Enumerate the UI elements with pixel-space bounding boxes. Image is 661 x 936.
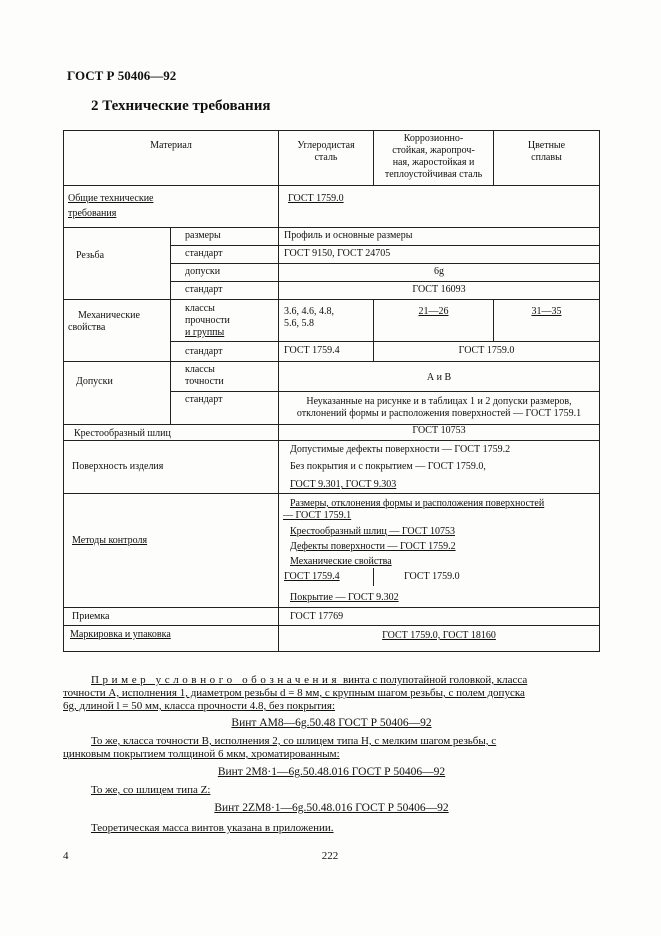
surface-line-3: ГОСТ 9.301, ГОСТ 9.303 bbox=[290, 479, 397, 490]
mech-carbon-classes-l1: 3.6, 4.6, 4.8, bbox=[284, 306, 334, 317]
header-corrosion-l3: ная, жаростойкая и bbox=[392, 157, 475, 168]
acceptance-value: ГОСТ 17769 bbox=[290, 611, 344, 622]
control-methods-label: Методы контроля bbox=[72, 535, 148, 546]
mech-label-l2: свойства bbox=[68, 322, 106, 333]
thread-value-tolerance-standard: ГОСТ 16093 bbox=[412, 284, 466, 295]
acceptance-label: Приемка bbox=[72, 611, 110, 622]
mech-classes-param-l2: прочности bbox=[185, 315, 230, 326]
tolerance-class-value: А и В bbox=[426, 372, 452, 383]
surface-line-2: Без покрытия и с покрытием — ГОСТ 1759.0, bbox=[290, 461, 486, 472]
thread-value-standard: ГОСТ 9150, ГОСТ 24705 bbox=[284, 248, 391, 259]
cross-slot-value: ГОСТ 10753 bbox=[412, 425, 466, 436]
header-corrosion-l4: теплоустойчивая сталь bbox=[384, 169, 483, 180]
thread-label: Резьба bbox=[76, 250, 105, 261]
general-requirements-value: ГОСТ 1759.0 bbox=[288, 193, 344, 204]
header-nonferrous-l2: сплавы bbox=[531, 152, 562, 163]
header-carbon-steel-l2: сталь bbox=[314, 152, 338, 163]
mech-standard-carbon: ГОСТ 1759.4 bbox=[284, 345, 340, 356]
tolerance-standard-param: стандарт bbox=[185, 394, 223, 405]
thread-value-sizes: Профиль и основные размеры bbox=[284, 230, 413, 241]
tolerance-class-param-l1: классы bbox=[185, 364, 215, 375]
control-line-5: Механические свойства bbox=[290, 556, 392, 567]
header-carbon-steel-l1: Углеродистая bbox=[297, 140, 355, 151]
thread-param-sizes: размеры bbox=[185, 230, 221, 241]
header-material: Материал bbox=[150, 140, 192, 151]
marking-value: ГОСТ 1759.0, ГОСТ 18160 bbox=[382, 630, 496, 641]
page-number-left: 4 bbox=[63, 850, 69, 862]
example-line-3: 6g, длиной l = 50 мм, класса прочности 4.8, без покрытия: bbox=[63, 700, 336, 712]
control-line-1: Размеры, отклонения формы и расположения поверхностей bbox=[290, 498, 545, 509]
header-corrosion-l1: Коррозионно- bbox=[403, 133, 464, 144]
mech-carbon-classes-l2: 5.6, 5.8 bbox=[284, 318, 314, 329]
control-line-3: Крестообразный шлиц — ГОСТ 10753 bbox=[290, 526, 455, 537]
general-requirements-label-l1: Общие технические bbox=[68, 193, 154, 204]
mech-classes-param-l1: классы bbox=[185, 303, 215, 314]
mech-classes-param-l3: и группы bbox=[185, 327, 225, 338]
thread-value-tolerance: 6g bbox=[434, 266, 444, 277]
example-p4: Теоретическая масса винтов указана в приложении. bbox=[91, 822, 334, 834]
thread-param-standard: стандарт bbox=[185, 248, 223, 259]
header-corrosion-l2: стойкая, жаропроч- bbox=[392, 145, 475, 156]
control-line-2: — ГОСТ 1759.1 bbox=[283, 510, 352, 521]
document-code: ГОСТ Р 50406—92 bbox=[67, 68, 177, 83]
example-p2-line-2: цинковым покрытием толщиной 6 мкм, хроматированным: bbox=[63, 748, 340, 760]
thread-param-tolerance: допуски bbox=[185, 266, 221, 277]
example-intro-spaced: Пример условного обозначения bbox=[91, 674, 341, 686]
page-number-center: 222 bbox=[321, 850, 339, 862]
tolerance-standard-value-l1: Неуказанные на рисунке и в таблицах 1 и 2 допуски размеров, bbox=[306, 396, 572, 407]
designation-3: Винт 2ZМ8·1—6g.50.48.016 ГОСТ Р 50406—92 bbox=[214, 802, 449, 814]
marking-label: Маркировка и упаковка bbox=[70, 629, 171, 640]
header-nonferrous-l1: Цветные bbox=[527, 140, 566, 151]
surface-label: Поверхность изделия bbox=[72, 461, 164, 472]
mech-corrosion-classes: 21—26 bbox=[418, 306, 449, 317]
tolerance-standard-value-l2: отклонений формы и расположения поверхностей — ГОСТ 1759.1 bbox=[296, 408, 582, 419]
general-requirements-label-l2: требования bbox=[68, 208, 117, 219]
designation-1: Винт АМ8—6g.50.48 ГОСТ Р 50406—92 bbox=[231, 717, 432, 729]
example-p2-line-1: То же, класса точности В, исполнения 2, со шлицем типа Н, с мелким шагом резьбы, с bbox=[91, 735, 497, 747]
example-intro bbox=[91, 674, 527, 687]
cross-slot-label: Крестообразный шлиц bbox=[74, 428, 171, 439]
mech-nonferrous-classes: 31—35 bbox=[531, 306, 562, 317]
thread-param-tolerance-standard: стандарт bbox=[185, 284, 223, 295]
surface-line-1: Допустимые дефекты поверхности — ГОСТ 1759.2 bbox=[290, 444, 511, 455]
control-mech-standard-right: ГОСТ 1759.0 bbox=[404, 571, 460, 582]
example-line-2: точности А, исполнения 1, диаметром резьбы d = 8 мм, с крупным шагом резьбы, с полем допуска bbox=[63, 687, 525, 699]
designation-2: Винт 2М8·1—6g.50.48.016 ГОСТ Р 50406—92 bbox=[217, 766, 446, 778]
tolerance-class-param-l2: точности bbox=[185, 376, 224, 387]
control-coating: Покрытие — ГОСТ 9.302 bbox=[290, 592, 399, 603]
mech-standard-other: ГОСТ 1759.0 bbox=[458, 345, 515, 356]
tolerances-label: Допуски bbox=[76, 376, 113, 387]
example-p3: То же, со шлицем типа Z: bbox=[91, 784, 211, 796]
section-title: 2 Технические требования bbox=[91, 98, 271, 114]
example-intro-rest: винта с полупотайной головкой, класса bbox=[340, 674, 528, 686]
mech-standard-param: стандарт bbox=[185, 346, 223, 357]
mech-label-l1: Механические bbox=[78, 310, 140, 321]
control-line-4: Дефекты поверхности — ГОСТ 1759.2 bbox=[290, 541, 456, 552]
control-mech-standard-left: ГОСТ 1759.4 bbox=[284, 571, 340, 582]
